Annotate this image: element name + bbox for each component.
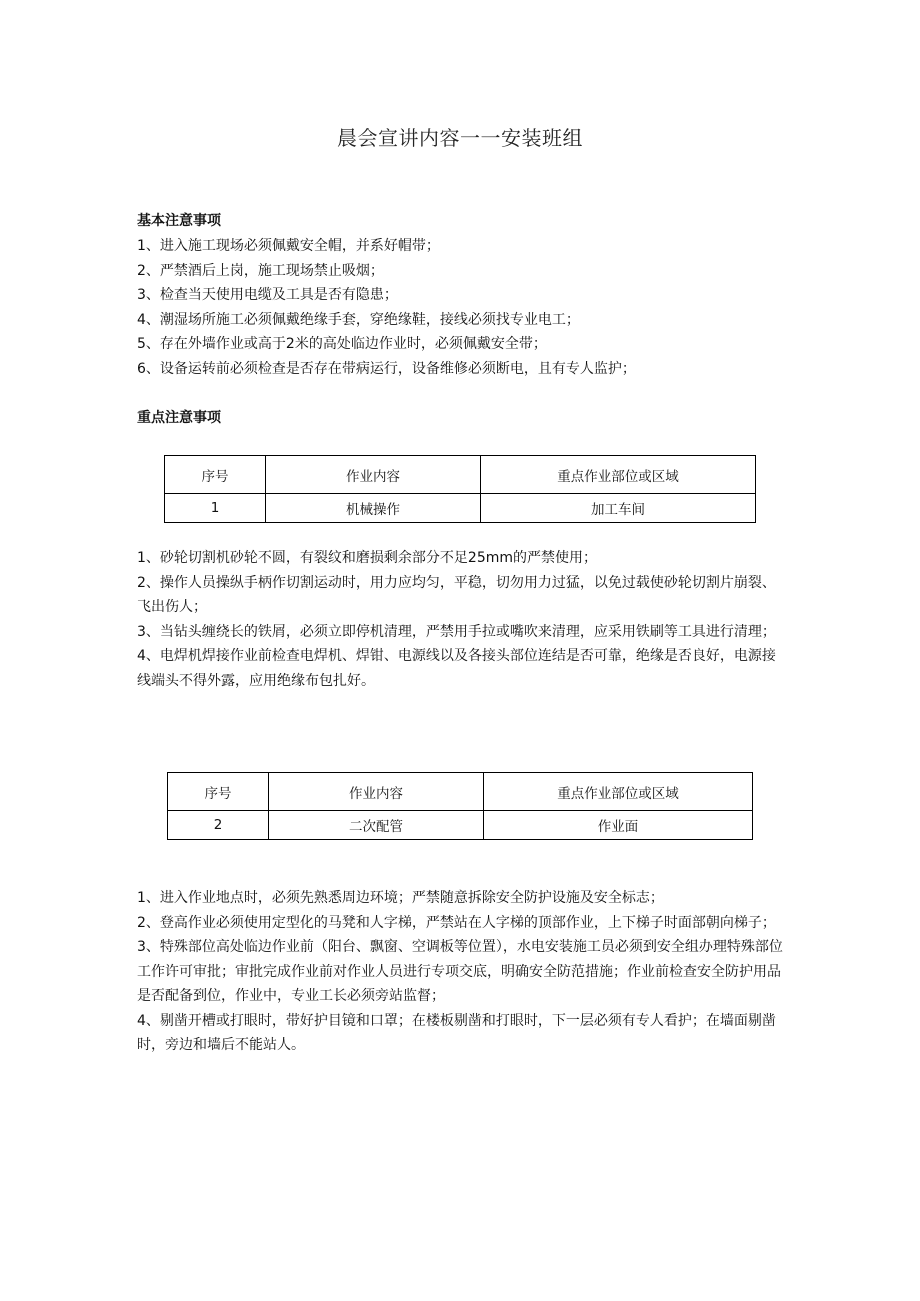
list-item: 1、进入作业地点时，必须先熟悉周边环境；严禁随意拆除安全防护设施及安全标志； xyxy=(137,890,664,906)
table-row xyxy=(168,811,753,840)
list-item: 2、严禁酒后上岗，施工现场禁止吸烟； xyxy=(137,262,384,279)
list-item: 6、设备运转前必须检查是否存在带病运行，设备维修必须断电，且有专人监护； xyxy=(137,360,636,377)
header-cell-index: 序号 xyxy=(165,456,266,494)
list-item: 2、登高作业必须使用定型化的马凳和人字梯，严禁站在人字梯的顶部作业，上下梯子时面部朝向梯子； xyxy=(137,914,776,931)
list-item: 3、当钻头缠绕长的铁屑，必须立即停机清理，严禁用手拉或嘴吹来清理，应采用铁刷等工具进行清理； xyxy=(137,623,776,640)
list-item: 4、剔凿开槽或打眼时，带好护目镜和口罩；在楼板剔凿和打眼时，下一层必须有专人看护；在墙面剔凿时，旁边和墙后不能站人。 xyxy=(137,1012,776,1053)
list-item: 2、操作人员操纵手柄作切割运动时，用力应均匀，平稳，切勿用力过猛，以免过载使砂轮切割片崩裂、飞出伤人； xyxy=(137,574,776,615)
cell-area: 作业面 xyxy=(484,811,753,840)
header-cell-index: 序号 xyxy=(168,773,269,811)
list-item: 1、进入施工现场必须佩戴安全帽，并系好帽带； xyxy=(137,238,440,254)
machine-operation-notes xyxy=(137,546,787,693)
piping-notes xyxy=(137,886,787,1058)
table-header-row xyxy=(168,773,753,811)
work-table-1 xyxy=(164,455,756,523)
cell-index: 1 xyxy=(165,494,266,523)
cell-area: 加工车间 xyxy=(481,494,756,523)
basic-notes-list xyxy=(137,234,787,381)
list-item: 5、存在外墙作业或高于2米的高处临边作业时，必须佩戴安全带； xyxy=(137,336,547,352)
header-cell-content: 作业内容 xyxy=(266,456,481,494)
list-item: 3、检查当天使用电缆及工具是否有隐患； xyxy=(137,287,398,303)
list-item: 3、特殊部位高处临边作业前（阳台、飘窗、空调板等位置），水电安装施工员必须到安全组办理特殊部位工作许可审批；审批完成作业前对作业人员进行专项交底，明确安全防范措施；作业前检查安全防护用品是否配备到位，作业中，专业工长必须旁站监督； xyxy=(137,939,783,1004)
cell-content: 机械操作 xyxy=(266,494,481,523)
page-title: 晨会宣讲内容一一安装班组 xyxy=(337,126,583,150)
header-cell-area: 重点作业部位或区域 xyxy=(481,456,756,494)
basic-notes-heading: 基本注意事项 xyxy=(137,213,221,229)
header-cell-area: 重点作业部位或区域 xyxy=(484,773,753,811)
table-header-row xyxy=(165,456,756,494)
table-row xyxy=(165,494,756,523)
list-item: 4、潮湿场所施工必须佩戴绝缘手套，穿绝缘鞋，接线必须找专业电工； xyxy=(137,311,580,328)
key-notes-heading: 重点注意事项 xyxy=(137,410,221,426)
work-table-2 xyxy=(167,772,753,840)
list-item: 1、砂轮切割机砂轮不圆，有裂纹和磨损剩余部分不足25mm的严禁使用； xyxy=(137,550,597,566)
cell-index: 2 xyxy=(168,811,269,840)
cell-content: 二次配管 xyxy=(269,811,484,840)
header-cell-content: 作业内容 xyxy=(269,773,484,811)
list-item: 4、电焊机焊接作业前检查电焊机、焊钳、电源线以及各接头部位连结是否可靠，绝缘是否良好，电源接线端头不得外露，应用绝缘布包扎好。 xyxy=(137,648,776,689)
